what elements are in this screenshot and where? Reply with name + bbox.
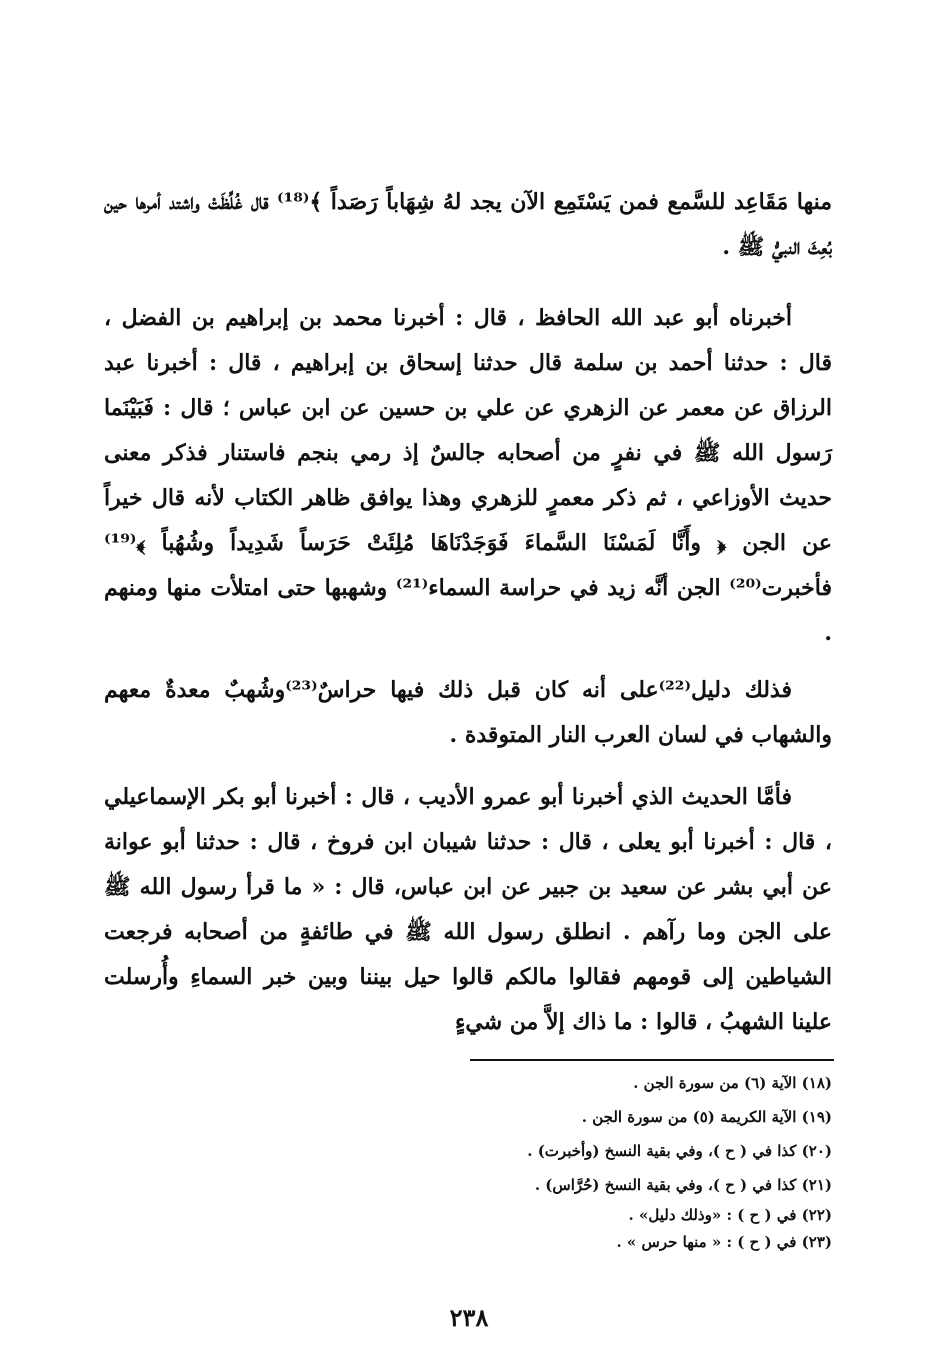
- footnote-19: (١٩) الآية الكريمة (٥) من سورة الجن .: [581, 1108, 832, 1126]
- footnote-22: (٢٢) في ( ح ) : «وذلك دليل» .: [628, 1206, 832, 1224]
- footnote-20: (٢٠) كذا في ( ح )، وفي بقية النسخ (وأخبرت) .: [527, 1142, 832, 1160]
- body-paragraph-2: [104, 296, 832, 656]
- footnote-23: (٢٣) في ( ح ) : « منها حرس » .: [616, 1233, 832, 1251]
- footnote-18: (١٨) الآية (٦) من سورة الجن .: [633, 1074, 832, 1092]
- page-number: ٢٣٨: [449, 1303, 489, 1332]
- paragraph-text: فأمَّا الحديث الذي أخبرنا أبو عمرو الأديب ، قال : أخبرنا أبو بكر الإسماعيلي ، قال : أخبرنا أبو يعلى ، قال : حدثنا شيبان ابن فروخ ، قال : حدثنا أبو عوانة عن أبي بشر عن سعيد بن جبير عن ابن عباس، قال : « ما قرأ رسول الله ﷺ على الجن وما رآهم . انطلق رسول الله ﷺ في طائفةٍ من أصحابه فرجعت الشياطين إلى قومهم فقالوا مالكم قالوا حيل بيننا وبين خبر السماءِ وأُرسلت علينا الشهبُ ، قالوا : ما ذاك إلاَّ من شيءٍ: [104, 784, 832, 1035]
- body-paragraph-3: [104, 668, 832, 758]
- footnotes-section: [104, 1066, 832, 1256]
- body-paragraph-4: [104, 775, 832, 1045]
- footnote-21: (٢١) كذا في ( ح )، وفي بقية النسخ (حُرَّاس) .: [534, 1176, 832, 1194]
- paragraph-text: منها مَقَاعِد للسَّمع فمن يَسْتَمِع الآن يجد لهُ شِهَاباً رَصَداً ﴾⁽¹⁸⁾ قال غُلِّظَتْ واشتد أمرها حين بُعِثَ النبيُّ ﷺ .: [104, 189, 833, 260]
- paragraph-text: فذلك دليل⁽²²⁾على أنه كان قبل ذلك فيها حراسٌ⁽²³⁾وشُهبٌ معدةٌ معهم والشهاب في لسان العرب النار المتوقدة .: [104, 677, 832, 748]
- body-paragraph-1: [104, 180, 832, 270]
- footnote-divider: [470, 1059, 834, 1061]
- paragraph-text: أخبرناه أبو عبد الله الحافظ ، قال : أخبرنا محمد بن إبراهيم بن الفضل ، قال : حدثنا أحمد بن سلمة قال حدثنا إسحاق بن إبراهيم ، قال : أخبرنا عبد الرزاق عن معمر عن الزهري عن علي بن حسين عن ابن عباس ؛ قال : فَبَيْنَما رَسول الله ﷺ في نفرٍ من أصحابه جالسٌ إذ رمي بنجم فاستنار فذكر معنى حديث الأوزاعي ، ثم ذكر معمرٍ للزهري وهذا يوافق ظاهر الكتاب لأنه قال خيراً عن الجن ﴿ وأَنَّا لَمَسْنَا السَّماءَ فَوَجَدْنَاهَا مُلِئَتْ حَرَساً شَدِيداً وشُهُباً ﴾⁽¹⁹⁾ فأخبرت⁽²⁰⁾ الجن أنَّه زيد في حراسة السماء⁽²¹⁾ وشهبها حتى امتلأت منها ومنهم .: [104, 305, 832, 646]
